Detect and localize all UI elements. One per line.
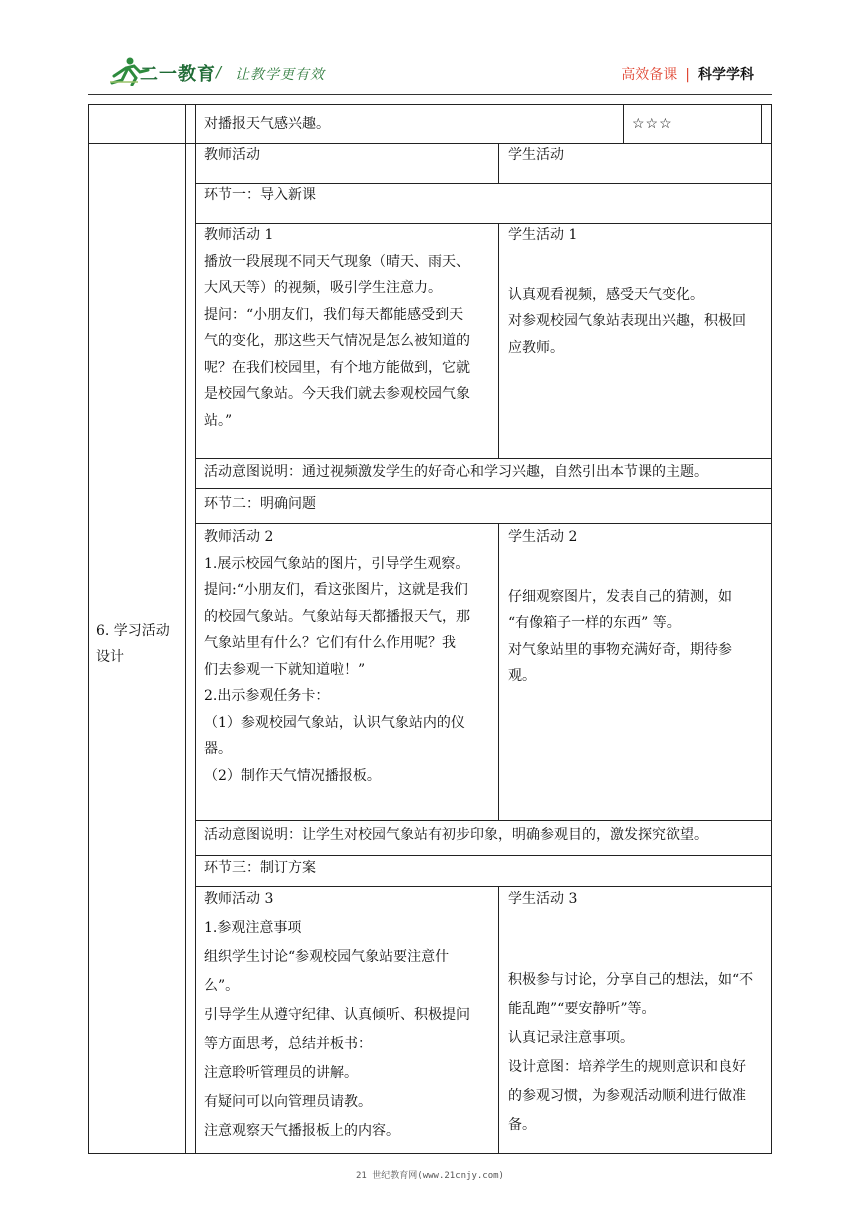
stage1-student-line: 认真观看视频，感受天气变化。 bbox=[508, 286, 704, 303]
stage3-title: 环节三：制订方案 bbox=[204, 860, 316, 876]
student-activity-header: 学生活动 bbox=[508, 147, 564, 163]
row-top-bottom bbox=[88, 143, 772, 144]
stage1-teacher bbox=[204, 222, 496, 434]
stage2-teacher-line: 提问:“小朋友们，看这张图片，这就是我们 bbox=[204, 582, 468, 598]
stage1-title: 环节一：导入新课 bbox=[204, 187, 316, 203]
stage1-student-title: 学生活动 1 bbox=[508, 227, 578, 243]
stage2-teacher-line: 的校园气象站。气象站每天都播报天气，那 bbox=[204, 608, 470, 625]
page-footer: 21 世纪教育网(www.21cnjy.com) bbox=[356, 1171, 504, 1181]
stage3-teacher-line: 有疑问可以向管理员请教。 bbox=[204, 1094, 372, 1110]
stage2-teacher-line: （2）制作天气情况播报板。 bbox=[204, 767, 381, 784]
stage1-student-line: 对参观校园气象站表现出兴趣，积极回 bbox=[508, 313, 746, 329]
rating-stars: ☆☆☆ bbox=[632, 116, 673, 132]
stage2-student-line: “有像箱子一样的东西” 等。 bbox=[508, 615, 681, 631]
border-left bbox=[88, 104, 89, 1154]
header-subject: 科学学科 bbox=[698, 67, 754, 83]
stage2-student-line: 对气象站里的事物充满好奇，期待参 bbox=[508, 641, 732, 658]
stage2-teacher-line: 器。 bbox=[204, 741, 232, 757]
brand-slogan: 让教学更有效 bbox=[235, 67, 325, 83]
vdiv-2 bbox=[498, 223, 499, 458]
stage3-student-line: 能乱跑”“要安静听”等。 bbox=[508, 1001, 656, 1017]
hline-6 bbox=[195, 820, 772, 821]
stage2-teacher-title: 教师活动 2 bbox=[204, 529, 274, 545]
teacher-activity-header: 教师活动 bbox=[204, 147, 260, 163]
stage3-teacher-title: 教师活动 3 bbox=[204, 891, 274, 907]
stage2-intent: 活动意图说明：让学生对校园气象站有初步印象，明确参观目的，激发探究欲望。 bbox=[204, 827, 708, 843]
stage2-teacher-line: 2.出示参观任务卡： bbox=[204, 688, 330, 704]
stage2-teacher-line: 气象站里有什么？它们有什么作用呢？我 bbox=[204, 635, 456, 651]
stage3-student-line: 积极参与讨论，分享自己的想法，如“不 bbox=[508, 972, 754, 988]
stage3-teacher bbox=[204, 885, 496, 1146]
stage3-teacher-line: 组织学生讨论“参观校园气象站要注意什 bbox=[204, 949, 450, 965]
stage3-student-line: 设计意图：培养学生的规则意识和良好 bbox=[508, 1059, 746, 1075]
vdiv-1 bbox=[498, 144, 499, 184]
header-course-type: 高效备课 bbox=[621, 67, 678, 83]
stars-divider-right bbox=[761, 104, 762, 144]
stage3-student-line: 认真记录注意事项。 bbox=[508, 1030, 634, 1046]
stage1-teacher-line: 是校园气象站。今天我们就去参观校园气象 bbox=[204, 386, 470, 402]
vdiv-3 bbox=[498, 523, 499, 820]
border-bottom bbox=[88, 1153, 772, 1154]
header-separator: | bbox=[685, 67, 690, 83]
stage3-teacher-line: 引导学生从遵守纪律、认真倾听、积极提问 bbox=[204, 1007, 470, 1023]
stage1-student-line: 应教师。 bbox=[508, 339, 564, 356]
spacer bbox=[508, 249, 770, 282]
stage1-teacher-line: 呢？在我们校园里，有个地方能做到，它就 bbox=[204, 359, 470, 376]
stage3-student-title: 学生活动 3 bbox=[508, 891, 578, 907]
border-top bbox=[88, 104, 772, 105]
stage3-teacher-line: 等方面思考，总结并板书： bbox=[204, 1036, 372, 1052]
stage2-teacher bbox=[204, 524, 496, 789]
stage3-student-line: 的参观习惯，为参观活动顺利进行做准 bbox=[508, 1088, 746, 1104]
stage2-student-line: 仔细观察图片，发表自己的猜测，如 bbox=[508, 588, 732, 605]
stage2-teacher-line: 1.展示校园气象站的图片，引导学生观察。 bbox=[204, 555, 470, 572]
stars-divider bbox=[623, 104, 624, 144]
stage2-teacher-line: （1）参观校园气象站，认识气象站内的仪 bbox=[204, 714, 465, 731]
stage3-teacher-line: 注意观察天气播报板上的内容。 bbox=[204, 1123, 400, 1139]
stage1-teacher-line: 气的变化，那这些天气情况是怎么被知道的 bbox=[204, 333, 470, 349]
stage1-teacher-line: 大风天等）的视频，吸引学生注意力。 bbox=[204, 280, 442, 296]
stage3-teacher-line: 注意聆听管理员的讲解。 bbox=[204, 1065, 358, 1081]
stage1-teacher-title: 教师活动 1 bbox=[204, 227, 274, 243]
stage2-title: 环节二：明确问题 bbox=[204, 496, 316, 512]
stage2-student-line: 观。 bbox=[508, 668, 536, 684]
stage2-teacher-line: 们去参观一下就知道啦！” bbox=[204, 661, 366, 678]
stage3-teacher-line: 么”。 bbox=[204, 978, 240, 994]
brand-name: 二一教育 bbox=[140, 64, 216, 85]
col-divider-2 bbox=[195, 104, 196, 1154]
header-divider: / bbox=[216, 63, 222, 81]
stage1-teacher-line: 播放一段展现不同天气现象（晴天、雨天、 bbox=[204, 253, 470, 270]
section-label: 6. 学习活动设计 bbox=[96, 623, 170, 665]
stage1-intent: 活动意图说明：通过视频激发学生的好奇心和学习兴趣，自然引出本节课的主题。 bbox=[204, 464, 708, 480]
hline-4 bbox=[195, 488, 772, 489]
col-divider-1 bbox=[185, 104, 186, 1154]
stage1-teacher-line: 提问：“小朋友们，我们每天都能感受到天 bbox=[204, 306, 464, 323]
spacer bbox=[508, 914, 770, 966]
stage3-teacher-line: 1.参观注意事项 bbox=[204, 920, 302, 936]
row-top-text: 对播报天气感兴趣。 bbox=[204, 116, 330, 132]
stage2-student-title: 学生活动 2 bbox=[508, 529, 578, 545]
stage2-student bbox=[508, 524, 770, 690]
stage3-student-line: 备。 bbox=[508, 1117, 536, 1133]
stage1-student bbox=[508, 222, 770, 361]
border-right bbox=[771, 104, 772, 1154]
stage3-student bbox=[508, 885, 770, 1140]
vdiv-4 bbox=[498, 886, 499, 1154]
stage1-teacher-line: 站。” bbox=[204, 412, 233, 429]
spacer bbox=[508, 551, 770, 584]
